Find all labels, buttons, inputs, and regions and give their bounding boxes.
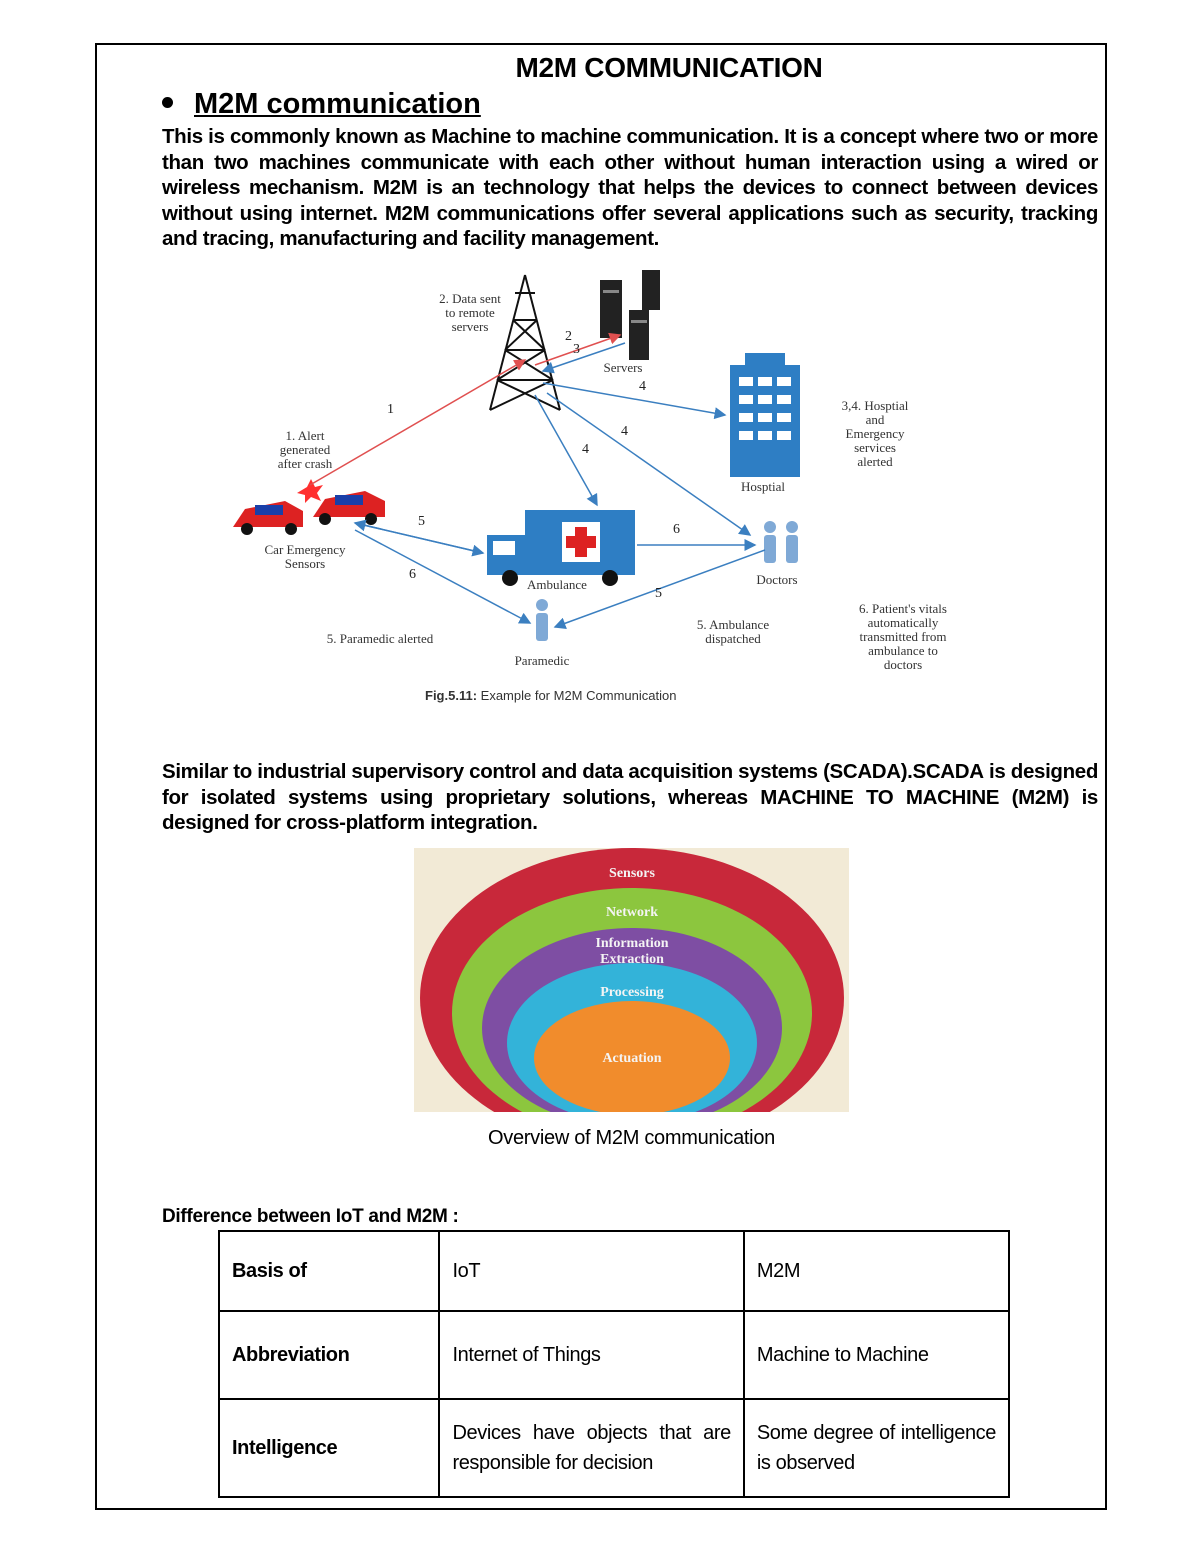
- table-row: [219, 1311, 1009, 1399]
- label-ambulance-dispatched: 5. Ambulance: [696, 617, 770, 632]
- arrow-number: 4: [582, 442, 589, 457]
- label-servers: Servers: [603, 360, 643, 375]
- layer-actuation: Actuation: [602, 1051, 662, 1066]
- difference-heading: Difference between IoT and M2M :: [162, 1206, 459, 1227]
- label-car-sensors: Sensors: [284, 556, 326, 571]
- scada-text-2: is designed for isolated systems using proprietary solutions, whereas: [162, 760, 1098, 809]
- table-cell: M2M: [744, 1231, 1009, 1311]
- ambulance-icon: [487, 510, 635, 586]
- m2m-overview-diagram: [414, 848, 849, 1112]
- arrow-number: 4: [639, 379, 646, 394]
- label-alert: 1. Alert: [285, 428, 325, 443]
- arrow-number: 4: [621, 424, 628, 439]
- intro-paragraph: This is commonly known as Machine to machine communication. It is a concept where two or more than two machines communicate with each other without human interaction using a wired or wireless mechanism. M2M is an technology that helps the devices to connect between devices without using internet. M2M communications offer several applications such as security, tracking and tracing, manufacturing and facility management.: [162, 125, 1098, 251]
- scada-bold-1: SCADA: [912, 760, 984, 783]
- layer-processing: Processing: [600, 985, 664, 1000]
- arrow-number: 5: [655, 586, 662, 601]
- label-ambulance: Ambulance: [527, 577, 587, 592]
- arrow-number: 1: [387, 402, 394, 417]
- label-data-sent: servers: [451, 319, 489, 334]
- bullet-icon: [162, 97, 173, 108]
- table-cell: Basis of: [219, 1231, 439, 1311]
- table-cell: IoT: [439, 1231, 743, 1311]
- label-ambulance-dispatched: dispatched: [705, 631, 761, 646]
- table-row: [219, 1399, 1009, 1497]
- scada-text-3: is designed for cross-platform integration.: [162, 785, 1098, 835]
- label-alert: generated: [279, 442, 331, 457]
- label-hospital-alert: alerted: [857, 454, 893, 469]
- hospital-icon: [730, 353, 800, 477]
- label-data-sent: 2. Data sent: [439, 291, 501, 306]
- label-vitals: 6. Patient's vitals: [859, 601, 947, 616]
- arrow-number: 3: [573, 342, 580, 357]
- crashed-cars-icon: [233, 479, 385, 535]
- scada-bold-2: MACHINE TO MACHINE (M2M): [760, 785, 1070, 809]
- figure2-caption: Overview of M2M communication: [488, 1127, 775, 1149]
- label-car-sensors: Car Emergency: [264, 542, 346, 557]
- table-cell: Internet of Things: [439, 1311, 743, 1399]
- label-hospital: Hosptial: [740, 479, 786, 494]
- figure1-caption-label: Fig.5.11:: [425, 688, 478, 703]
- section-heading: [162, 88, 481, 121]
- table-cell: Some degree of intelligence is observed: [744, 1399, 1009, 1497]
- document-title: M2M COMMUNICATION: [515, 52, 823, 83]
- layer-extraction: Extraction: [600, 952, 664, 967]
- label-hospital-alert: Emergency: [845, 426, 905, 441]
- table-cell: Devices have objects that are responsible for decision: [439, 1399, 743, 1497]
- label-paramedic-alerted: 5. Paramedic alerted: [326, 631, 434, 646]
- m2m-example-diagram: [225, 265, 985, 715]
- label-doctors: Doctors: [756, 572, 798, 587]
- label-paramedic: Paramedic: [514, 653, 570, 668]
- layer-information: Information: [595, 936, 669, 951]
- label-hospital-alert: services: [854, 440, 896, 455]
- arrow-number: 6: [409, 567, 416, 582]
- label-hospital-alert: and: [865, 412, 885, 427]
- table-cell: Abbreviation: [219, 1311, 439, 1399]
- comparison-table: [218, 1230, 1010, 1498]
- scada-text-1: Similar to industrial supervisory control and data acquisition systems (SCADA).: [162, 760, 913, 783]
- arrow-number: 5: [418, 514, 425, 529]
- figure1-caption-text: Example for M2M Communication: [477, 688, 677, 703]
- layer-network: Network: [605, 905, 659, 920]
- label-hospital-alert: 3,4. Hosptial: [841, 398, 909, 413]
- layer-sensors: Sensors: [609, 866, 655, 881]
- paramedic-icon: [536, 599, 548, 641]
- doctors-icon: [764, 521, 798, 563]
- table-cell: Intelligence: [219, 1399, 439, 1497]
- table-row: [219, 1231, 1009, 1311]
- label-alert: after crash: [277, 456, 333, 471]
- label-vitals: ambulance to: [868, 643, 938, 658]
- arrow-number: 2: [565, 329, 572, 344]
- scada-paragraph: [162, 759, 1098, 836]
- arrow-number: 6: [673, 522, 680, 537]
- label-vitals: automatically: [867, 615, 939, 630]
- table-cell: Machine to Machine: [744, 1311, 1009, 1399]
- label-data-sent: to remote: [445, 305, 495, 320]
- figure1-caption: [425, 688, 676, 703]
- servers-icon: [600, 270, 660, 360]
- label-vitals: transmitted from: [859, 629, 947, 644]
- section-heading-text: M2M communication: [194, 88, 481, 120]
- label-vitals: doctors: [883, 657, 923, 672]
